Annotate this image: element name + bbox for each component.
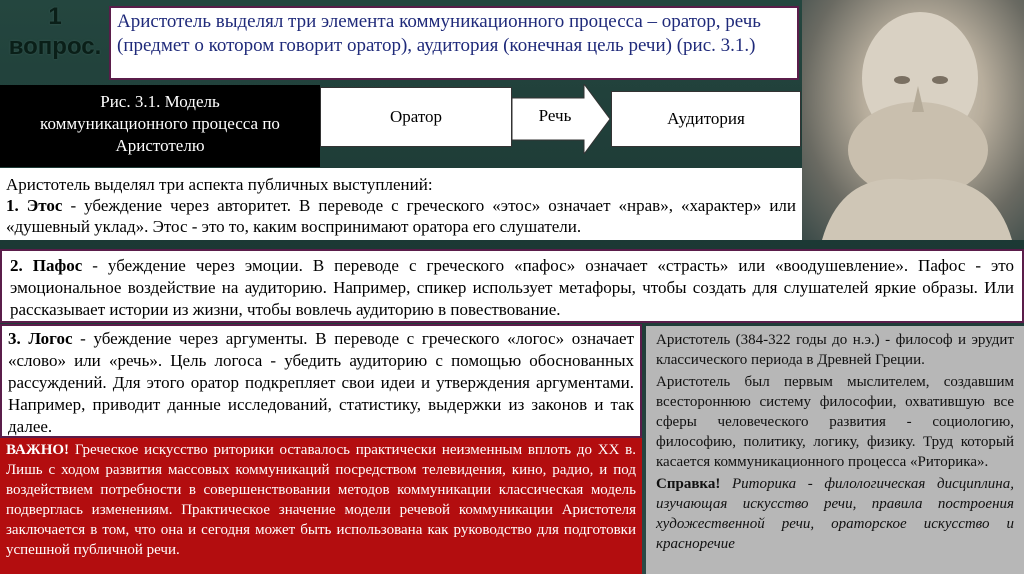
bust-illustration	[802, 0, 1024, 240]
bio-paragraph-2: Аристотель был первым мыслителем, создавшим всестороннюю систему философии, охватившую все сферы человеческого развития - социологию, философию, политику, логику, физику. Труд который касается коммуникационного процесса «Риторика».	[656, 374, 1014, 470]
diagram-orator-box: Оратор	[320, 87, 512, 147]
caption-line-3: Аристотелю	[115, 136, 205, 155]
logos-paragraph	[0, 324, 642, 438]
aristotle-bio-box	[646, 326, 1024, 574]
ethos-paragraph	[0, 168, 802, 240]
question-number-digit: 1	[48, 3, 62, 30]
diagram-audience-box: Аудитория	[611, 91, 801, 147]
aristotle-bust-image	[802, 0, 1024, 240]
pathos-paragraph	[0, 249, 1024, 323]
ethos-heading: 1. Этос	[6, 196, 63, 215]
diagram-speech-arrow	[512, 84, 610, 154]
important-text: Греческое искусство риторики оставалось практически неизменным вплоть до ХХ в. Лишь с ходом развития массовых коммуникаций посредством телевидения, кино, радио, и под воздействием потребности в совершенствовании методов коммуникации классическая модель подверглась изменениям. Практическое значение модели речевой коммуникации Аристотеля заключается в том, что она и сегодня может быть использована как руководство для подготовки успешной публичной речи.	[6, 442, 636, 558]
logos-heading: 3. Логос	[8, 329, 73, 348]
question-number	[0, 0, 110, 86]
question-number-word: вопрос.	[8, 33, 102, 60]
ethos-lead: Аристотель выделял три аспекта публичных выступлений:	[6, 175, 433, 194]
bio-reference-text: Риторика - филологическая дисциплина, изучающая искусство речи, правила построения художественной речи, ораторское искусство и красноречие	[656, 476, 1014, 552]
caption-line-1: Рис. 3.1. Модель	[100, 92, 220, 111]
ethos-body	[6, 195, 796, 237]
bio-paragraph-1: Аристотель (384-322 годы до н.э.) - философ и эрудит классического периода в Древней Греции.	[656, 332, 1014, 368]
important-label: ВАЖНО!	[6, 442, 70, 458]
intro-text-box: Аристотель выделял три элемента коммуникационного процесса – оратор, речь (предмет о котором говорит оратор), аудитория (конечная цель речи) (рис. 3.1.)	[109, 6, 799, 80]
pathos-heading: 2. Пафос	[10, 256, 83, 275]
caption-line-2: коммуникационного процесса по	[40, 114, 280, 133]
pathos-text: - убеждение через эмоции. В переводе с греческого «пафос» означает «страсть» или «воодушевление». Пафос - это эмоциональное воздействие на аудиторию. Например, спикер использует метафоры, чтобы создать для слушателей яркие образы. Или рассказывает истории из жизни, чтобы вовлечь аудиторию в повествование.	[10, 256, 1015, 319]
figure-caption	[0, 85, 320, 167]
important-note	[0, 438, 642, 574]
diagram-speech-label: Речь	[538, 106, 572, 125]
bio-reference-label: Справка!	[656, 476, 721, 492]
logos-text: - убеждение через аргументы. В переводе с греческого «логос» означает «слово» или «речь». Цель логоса - убедить аудиторию с помощью обоснованных рассуждений. Для этого оратор подкрепляет свои идеи и утверждения аргументами. Например, приводит данные исследований, статистику, выдержки из законов и так далее.	[8, 329, 634, 436]
ethos-text: - убеждение через авторитет. В переводе с греческого «этос» означает «нрав», «характер» или «душевный уклад». Этос - это то, каким воспринимают оратора его слушатели.	[6, 196, 797, 236]
bio-reference	[656, 474, 1014, 554]
